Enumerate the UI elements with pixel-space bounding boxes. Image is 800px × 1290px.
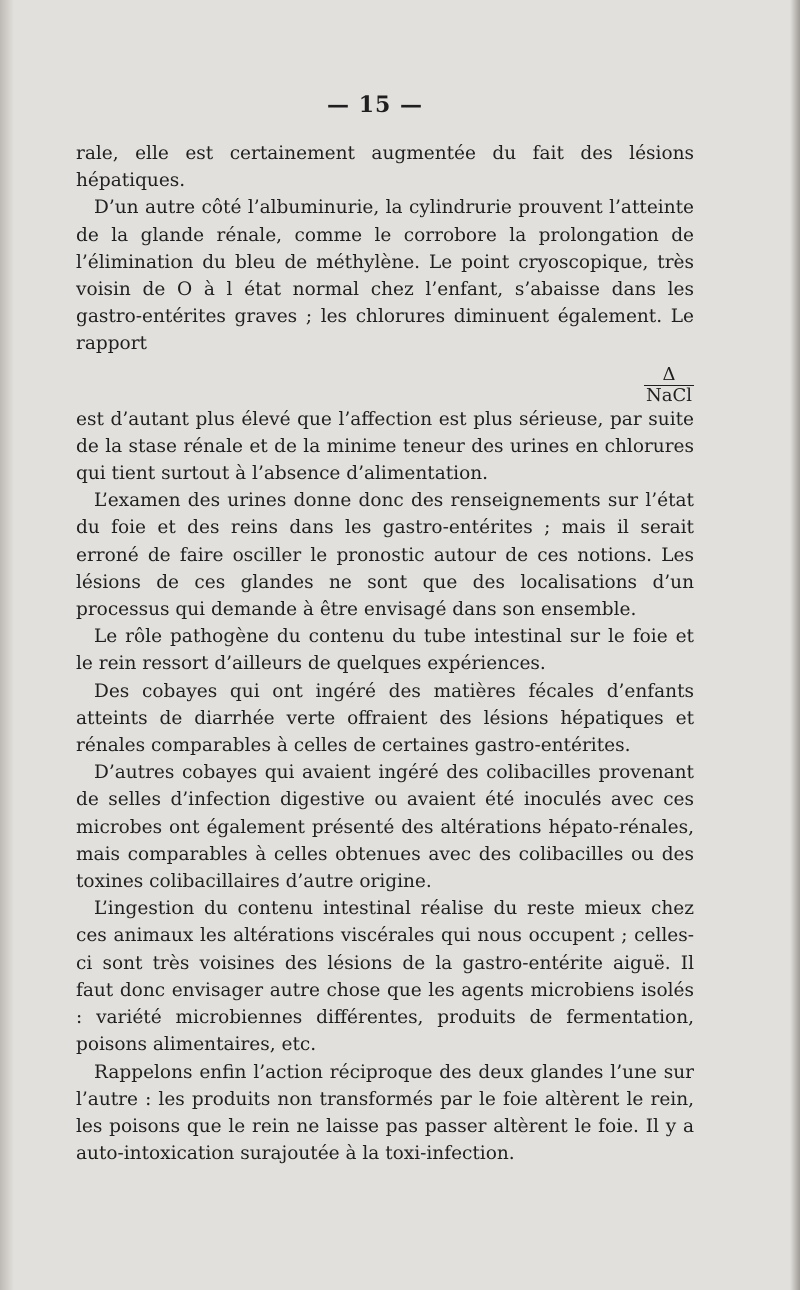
paragraph-9: Rappelons enfin l’action réciproque des deux glandes l’une sur l’autre : les produits non transformés par le foie altèrent le rein, les poisons que le rein ne laisse pas passer altèrent le foie. Il y a auto-intoxication surajoutée à la toxi-infection. bbox=[76, 1061, 694, 1165]
body-text bbox=[76, 140, 694, 1167]
paragraph-3: est d’autant plus élevé que l’affection est plus sérieuse, par suite de la stase rénale et de la minime teneur des urines en chlorures qui tient surtout à l’absence d’alimentation. bbox=[76, 408, 694, 485]
paragraph-2: D’un autre côté l’albuminurie, la cylindrurie prouvent l’atteinte de la glande rénale, comme le corrobore la prolongation de l’élimination du bleu de méthylène. Le point cryoscopique, très voisin de O à l état normal chez l’enfant, s’abaisse dans les gastro-entérites graves ; les chlorures diminuent également. Le rapport bbox=[76, 197, 694, 355]
page-number: — 15 — bbox=[327, 92, 423, 118]
paragraph-1: rale, elle est certainement augmentée du fait des lésions hépatiques. bbox=[76, 143, 694, 192]
paragraph-6: Des cobayes qui ont ingéré des matières fécales d’enfants atteints de diarrhée verte offraient des lésions hépatiques et rénales comparables à celles de certaines gastro-entérites. bbox=[76, 680, 694, 757]
paragraph-5: Le rôle pathogène du contenu du tube intestinal sur le foie et le rein ressort d’ailleurs de quelques expériences. bbox=[76, 626, 694, 675]
paragraph-4: L’examen des urines donne donc des renseignements sur l’état du foie et des reins dans les gastro-entérites ; mais il serait erroné de faire osciller le pronostic autour de ces notions. Les lésions de ces glandes ne sont que des localisations d’un processus qui demande à être envisagé dans son ensemble. bbox=[76, 490, 694, 621]
page-edge-left bbox=[0, 0, 14, 1290]
page-edge-right bbox=[790, 0, 800, 1290]
paragraph-8: L’ingestion du contenu intestinal réalise du reste mieux chez ces animaux les altérations viscérales qui nous occupent ; celles-ci sont très voisines des lésions de la gastro-entérite aiguë. Il faut donc envisager autre chose que les agents microbiens isolés : variété microbiennes différentes, produits de fermentation, poisons alimentaires, etc. bbox=[76, 898, 694, 1056]
delta-nacl-fraction bbox=[644, 365, 694, 406]
fraction-denominator: NaCl bbox=[645, 384, 692, 406]
ratio-formula-line bbox=[76, 362, 694, 406]
fraction-numerator: Δ bbox=[662, 363, 676, 385]
paragraph-7: D’autres cobayes qui avaient ingéré des colibacilles provenant de selles d’infection digestive ou avaient été inoculés avec ces microbes ont également présenté des altérations hépato-rénales, mais comparables à celles obtenues avec des colibacilles ou des toxines colibacillaires d’autre origine. bbox=[76, 762, 694, 893]
